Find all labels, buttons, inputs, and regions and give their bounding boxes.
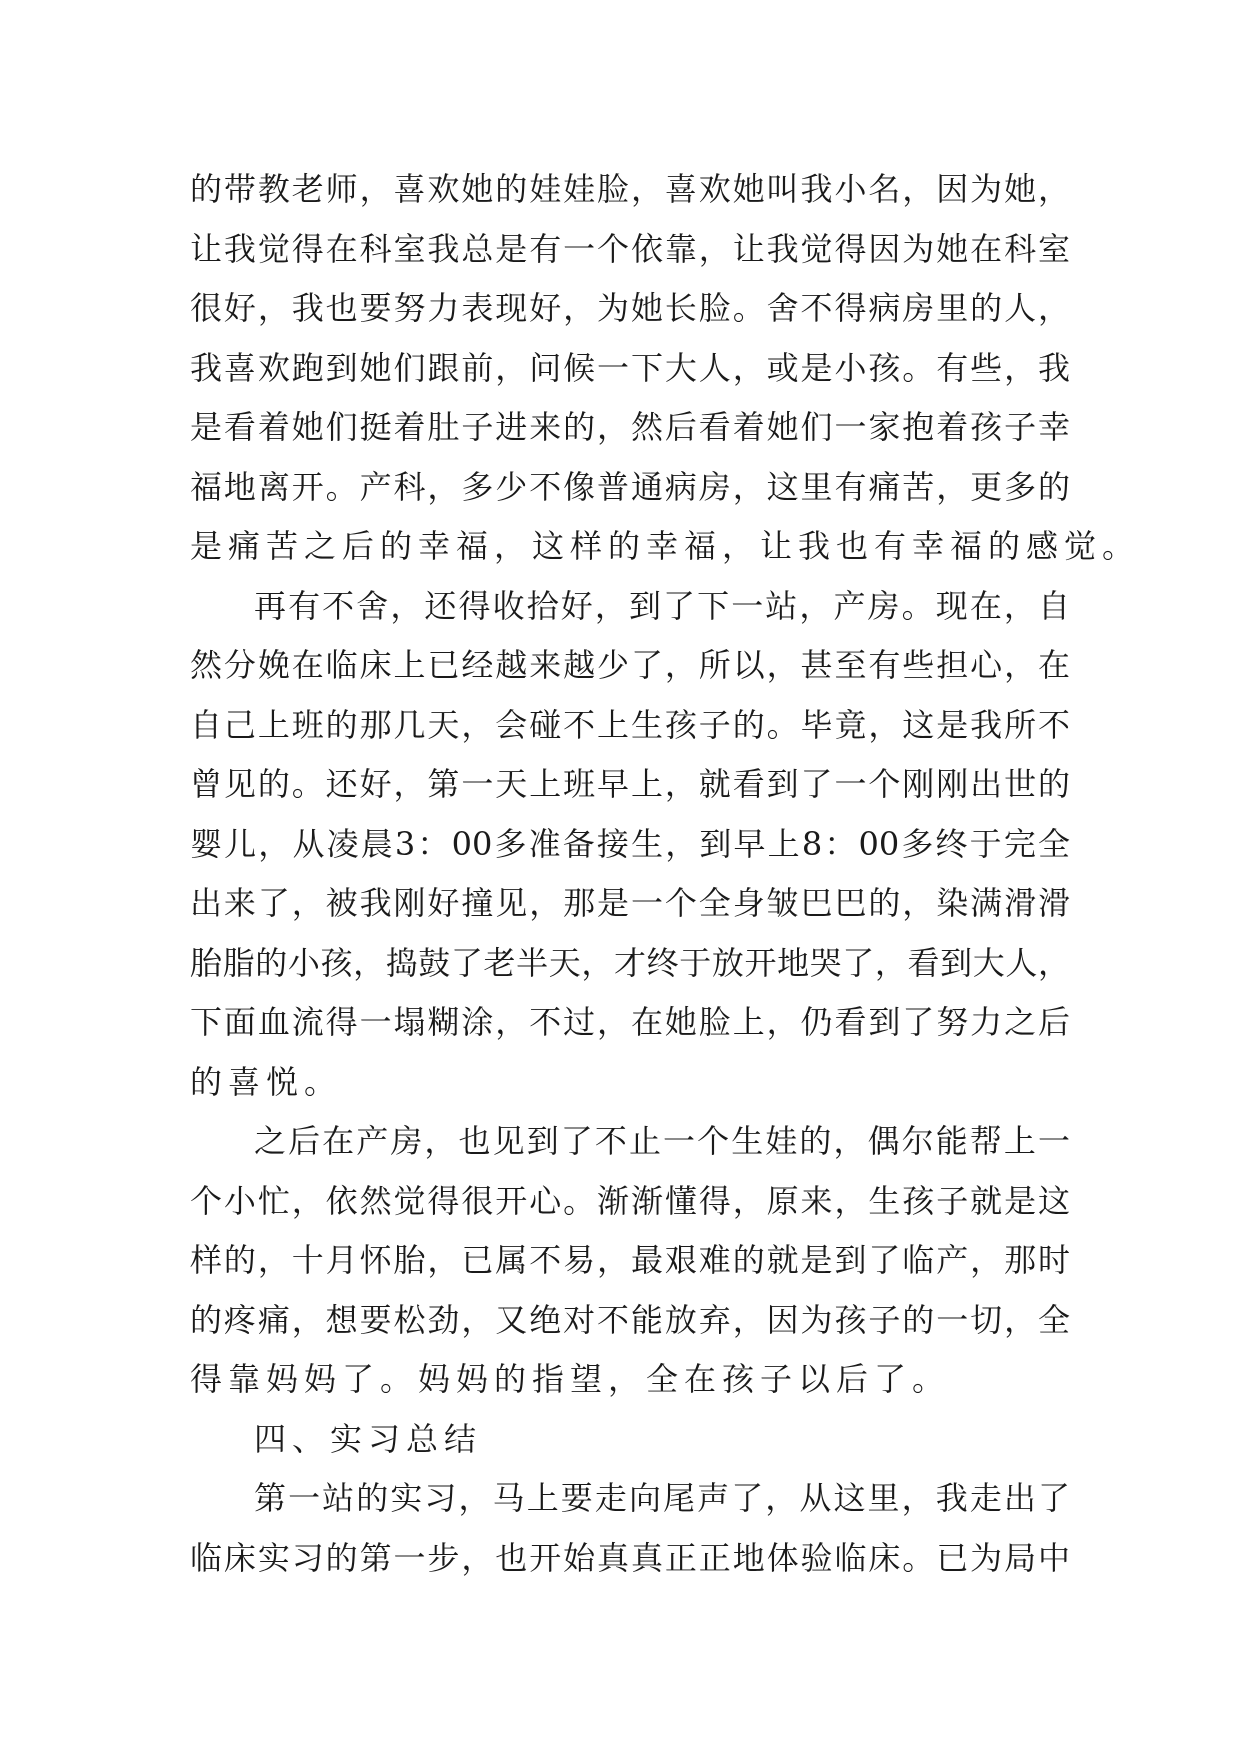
text-line: 是看着她们挺着肚子进来的，然后看着她们一家抱着孩子幸: [190, 408, 1070, 446]
text-line: 个小忙，依然觉得很开心。渐渐懂得，原来，生孩子就是这: [190, 1181, 1070, 1220]
text-line: 再有不舍，还得收拾好，到了下一站，产房。现在，自: [254, 586, 1070, 625]
text-line: 是痛苦之后的幸福，这样的幸福，让我也有幸福的感觉。: [190, 527, 1141, 565]
text-line: 的疼痛，想要松劲，又绝对不能放弃，因为孩子的一切，全: [190, 1300, 1070, 1339]
text-line: 临床实习的第一步，也开始真真正正地体验临床。已为局中: [190, 1538, 1070, 1577]
text-line: 得靠妈妈了。妈妈的指望，全在孩子以后了。: [190, 1360, 951, 1398]
text-line: 然分娩在临床上已经越来越少了，所以，甚至有些担心，在: [190, 646, 1070, 684]
text-line: 的喜悦。: [190, 1062, 343, 1101]
text-line: 出来了，被我刚好撞见，那是一个全身皱巴巴的，染满滑滑: [190, 884, 1070, 922]
paragraph: [190, 1112, 1070, 1410]
text-line: 第一站的实习，马上要走向尾声了，从这里，我走出了: [254, 1479, 1070, 1517]
section-heading: [190, 1410, 1070, 1470]
text-line: 福地离开。产科，多少不像普通病房，这里有痛苦，更多的: [190, 467, 1070, 506]
text-line: 胎脂的小孩，捣鼓了老半天，才终于放开地哭了，看到大人，: [190, 943, 1070, 982]
section-heading-text: 四、实习总结: [254, 1419, 483, 1458]
document-body: [190, 160, 1141, 1588]
paragraph: [190, 577, 1070, 1113]
text-line: 让我觉得在科室我总是有一个依靠，让我觉得因为她在科室: [190, 229, 1070, 268]
paragraph: [190, 160, 1141, 577]
text-line: 样的，十月怀胎，已属不易，最艰难的就是到了临产，那时: [190, 1241, 1070, 1279]
text-line: 很好，我也要努力表现好，为她长脸。舍不得病房里的人，: [190, 289, 1070, 327]
text-line: 之后在产房，也见到了不止一个生娃的，偶尔能帮上一: [254, 1122, 1070, 1160]
text-line: 婴儿，从凌晨3：00多准备接生，到早上8：00多终于完全: [190, 824, 1070, 863]
text-line: 自己上班的那几天，会碰不上生孩子的。毕竟，这是我所不: [190, 705, 1070, 744]
text-line: 曾见的。还好，第一天上班早上，就看到了一个刚刚出世的: [190, 765, 1070, 803]
text-line: 下面血流得一塌糊涂，不过，在她脸上，仍看到了努力之后: [190, 1003, 1070, 1041]
paragraph: [190, 1469, 1070, 1588]
text-line: 的带教老师，喜欢她的娃娃脸，喜欢她叫我小名，因为她，: [190, 170, 1070, 208]
text-line: 我喜欢跑到她们跟前，问候一下大人，或是小孩。有些，我: [190, 348, 1070, 387]
